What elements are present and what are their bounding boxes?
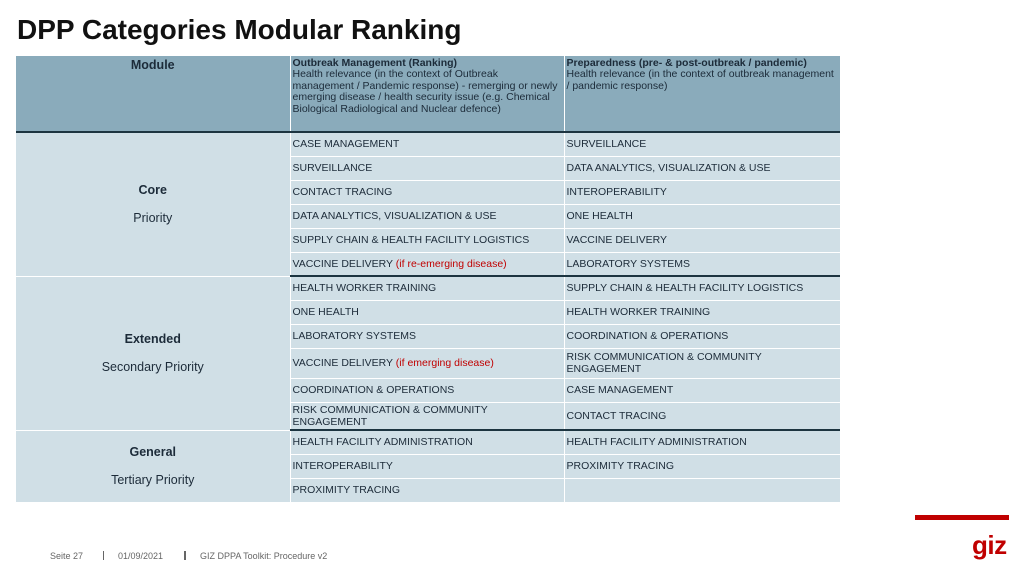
preparedness-cell: HEALTH FACILITY ADMINISTRATION — [564, 430, 840, 454]
preparedness-cell: RISK COMMUNICATION & COMMUNITY ENGAGEMENT — [564, 348, 840, 378]
table-row — [16, 430, 840, 454]
cell-note: (if re-emerging disease) — [395, 257, 507, 270]
outbreak-cell: CONTACT TRACING — [290, 180, 564, 204]
preparedness-cell: HEALTH WORKER TRAINING — [564, 300, 840, 324]
preparedness-cell: SUPPLY CHAIN & HEALTH FACILITY LOGISTICS — [564, 276, 840, 300]
module-name: General — [129, 445, 177, 459]
footer-date: 01/09/2021 — [118, 551, 164, 561]
module-name: Core — [138, 183, 167, 198]
outbreak-cell: ONE HEALTH — [290, 300, 564, 324]
outbreak-cell: RISK COMMUNICATION & COMMUNITY ENGAGEMENT — [290, 402, 564, 430]
header-preparedness — [564, 56, 840, 132]
table-row — [16, 276, 840, 300]
module-general — [16, 430, 290, 502]
outbreak-cell: HEALTH FACILITY ADMINISTRATION — [290, 430, 564, 454]
preparedness-cell — [564, 478, 840, 502]
module-priority: Priority — [133, 211, 173, 226]
ranking-table — [16, 56, 840, 503]
outbreak-cell: LABORATORY SYSTEMS — [290, 324, 564, 348]
table-header-row — [16, 56, 840, 132]
outbreak-cell: HEALTH WORKER TRAINING — [290, 276, 564, 300]
outbreak-cell: SURVEILLANCE — [290, 156, 564, 180]
cell-text: VACCINE DELIVERY — [292, 257, 396, 270]
footer-document: GIZ DPPA Toolkit: Procedure v2 — [200, 551, 328, 561]
outbreak-cell: INTEROPERABILITY — [290, 454, 564, 478]
footer-divider — [103, 551, 104, 560]
header-preparedness-desc: Health relevance (in the context of outbreak management / pandemic response) — [566, 68, 834, 92]
outbreak-cell: DATA ANALYTICS, VISUALIZATION & USE — [290, 204, 564, 228]
module-extended — [16, 276, 290, 430]
cell-note: (if emerging disease) — [395, 357, 494, 369]
preparedness-cell: PROXIMITY TRACING — [564, 454, 840, 478]
footer-divider — [184, 551, 186, 560]
header-outbreak-management — [290, 56, 564, 132]
preparedness-cell: CASE MANAGEMENT — [564, 378, 840, 402]
outbreak-cell: CASE MANAGEMENT — [290, 132, 564, 156]
module-core — [16, 132, 290, 276]
header-outbreak-desc: Health relevance (in the context of Outbreak management / Pandemic response) - remerging or newly emerging disease / health security issue (e.g. Chemical Biological Radiological and Nuclear defence) — [292, 68, 558, 115]
footer-page-number: Seite 27 — [50, 551, 84, 561]
preparedness-cell: LABORATORY SYSTEMS — [564, 252, 840, 276]
preparedness-cell: DATA ANALYTICS, VISUALIZATION & USE — [564, 156, 840, 180]
table-row — [16, 132, 840, 156]
preparedness-cell: SURVEILLANCE — [564, 132, 840, 156]
cell-text: VACCINE DELIVERY — [292, 357, 396, 369]
giz-logo: giz — [972, 530, 1007, 560]
preparedness-cell: ONE HEALTH — [564, 204, 840, 228]
module-name: Extended — [124, 332, 181, 346]
module-priority: Tertiary Priority — [111, 473, 195, 487]
header-preparedness-title: Preparedness (pre- & post-outbreak / pandemic) — [566, 57, 807, 69]
header-outbreak-title: Outbreak Management (Ranking) — [292, 57, 458, 69]
outbreak-cell — [290, 252, 564, 276]
outbreak-cell: PROXIMITY TRACING — [290, 478, 564, 502]
module-priority: Secondary Priority — [101, 360, 204, 374]
outbreak-cell: COORDINATION & OPERATIONS — [290, 378, 564, 402]
preparedness-cell: CONTACT TRACING — [564, 402, 840, 430]
page-title: DPP Categories Modular Ranking — [17, 14, 462, 45]
preparedness-cell: VACCINE DELIVERY — [564, 228, 840, 252]
preparedness-cell: INTEROPERABILITY — [564, 180, 840, 204]
preparedness-cell: COORDINATION & OPERATIONS — [564, 324, 840, 348]
header-module: Module — [16, 56, 290, 132]
outbreak-cell: SUPPLY CHAIN & HEALTH FACILITY LOGISTICS — [290, 228, 564, 252]
brand-accent-bar — [915, 515, 1009, 520]
outbreak-cell — [290, 348, 564, 378]
